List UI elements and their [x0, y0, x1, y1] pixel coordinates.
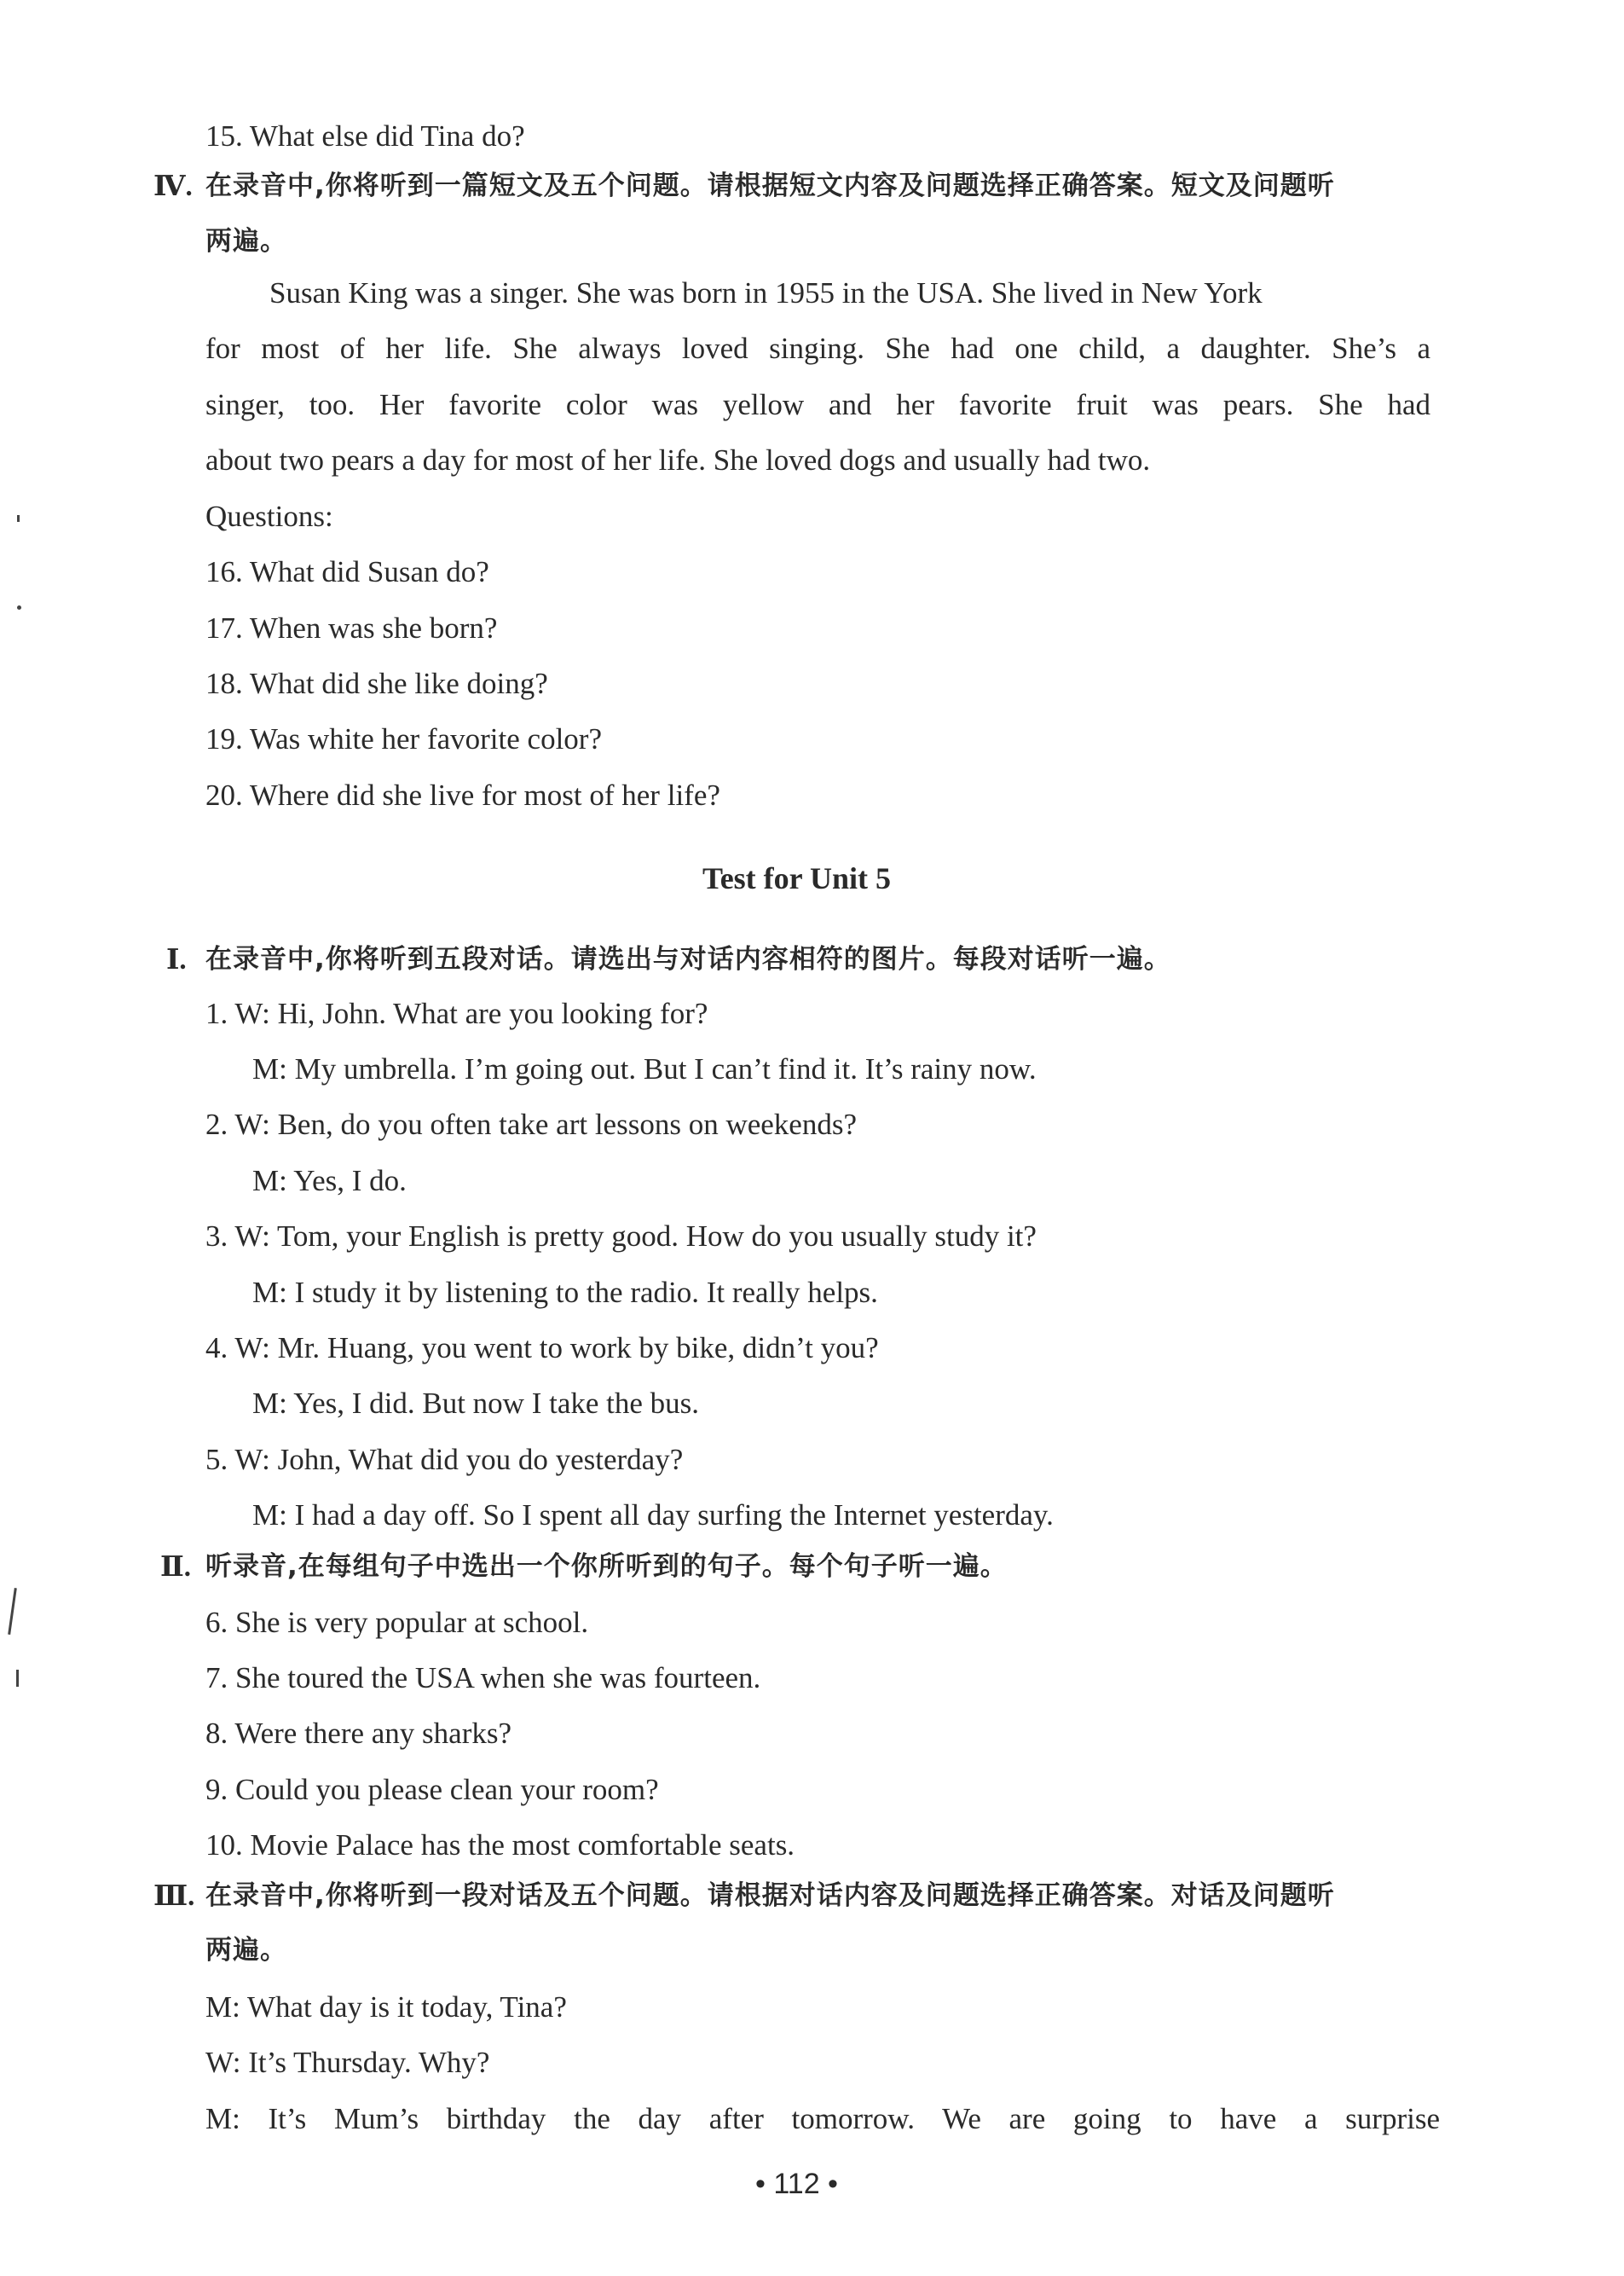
section-4-instruction-line-2: 两遍。 — [205, 226, 287, 257]
dialog-2-w: 2. W: Ben, do you often take art lessons on weekends? — [205, 1108, 857, 1141]
dialog-5-w: 5. W: John, What did you do yesterday? — [205, 1443, 684, 1476]
dialog-4-m: M: Yes, I did. But now I take the bus. — [252, 1387, 700, 1420]
question-17: 17. When was she born? — [205, 611, 498, 645]
dialog-3-m: M: I study it by listening to the radio. It really helps. — [252, 1276, 878, 1309]
question-20: 20. Where did she live for most of her life? — [205, 779, 720, 812]
question-18: 18. What did she like doing? — [205, 667, 548, 700]
dialog-line-3: M: It’s Mum’s birthday the day after tomorrow. We are going to have a surprise — [205, 2102, 1440, 2135]
sentence-6: 6. She is very popular at school. — [205, 1606, 589, 1639]
passage-line-1: Susan King was a singer. She was born in 1955 in the USA. She lived in New York — [269, 276, 1263, 310]
passage-line-3: singer, too. Her favorite color was yellow and her favorite fruit was pears. She had — [205, 388, 1430, 421]
dialog-4-w: 4. W: Mr. Huang, you went to work by bike, didn’t you? — [205, 1331, 879, 1364]
margin-mark — [16, 1670, 19, 1687]
dialog-1-w: 1. W: Hi, John. What are you looking for? — [205, 997, 708, 1030]
section-3-instruction-line-2: 两遍。 — [205, 1935, 287, 1966]
section-4-instruction-line-1: 在录音中,你将听到一篇短文及五个问题。请根据短文内容及问题选择正确答案。短文及问题听 — [205, 171, 1335, 201]
page-number: • 112 • — [755, 2168, 838, 2200]
passage-line-2: for most of her life. She always loved singing. She had one child, a daughter. She’s a — [205, 332, 1430, 365]
section-2-instruction: 听录音,在每组句子中选出一个你所听到的句子。每个句子听一遍。 — [205, 1551, 1008, 1582]
dialog-1-m: M: My umbrella. I’m going out. But I can’t find it. It’s rainy now. — [252, 1052, 1037, 1086]
section-4-numeral: Ⅳ. — [153, 171, 193, 202]
section-3-numeral: Ⅲ. — [153, 1881, 195, 1912]
section-3-instruction-line-1: 在录音中,你将听到一段对话及五个问题。请根据对话内容及问题选择正确答案。对话及问题听 — [205, 1880, 1335, 1911]
margin-mark — [8, 1588, 17, 1635]
section-1-numeral: Ⅰ. — [166, 945, 187, 976]
dialog-line-2: W: It’s Thursday. Why? — [205, 2046, 490, 2079]
sentence-7: 7. She toured the USA when she was fourteen. — [205, 1661, 761, 1694]
dialog-5-m: M: I had a day off. So I spent all day surfing the Internet yesterday. — [252, 1498, 1054, 1532]
unit-title: Test for Unit 5 — [702, 861, 891, 895]
question-16: 16. What did Susan do? — [205, 555, 489, 588]
sentence-10: 10. Movie Palace has the most comfortable seats. — [205, 1828, 795, 1862]
dialog-2-m: M: Yes, I do. — [252, 1164, 407, 1197]
margin-mark — [17, 605, 21, 610]
sentence-8: 8. Were there any sharks? — [205, 1717, 512, 1750]
questions-label: Questions: — [205, 500, 333, 533]
section-1-instruction: 在录音中,你将听到五段对话。请选出与对话内容相符的图片。每段对话听一遍。 — [205, 944, 1171, 975]
sentence-9: 9. Could you please clean your room? — [205, 1773, 659, 1806]
section-2-numeral: Ⅱ. — [160, 1552, 192, 1583]
question-19: 19. Was white her favorite color? — [205, 722, 602, 756]
dialog-line-1: M: What day is it today, Tina? — [205, 1990, 567, 2024]
dialog-3-w: 3. W: Tom, your English is pretty good. How do you usually study it? — [205, 1219, 1037, 1253]
question-15: 15. What else did Tina do? — [205, 119, 525, 153]
passage-line-4: about two pears a day for most of her life. She loved dogs and usually had two. — [205, 443, 1151, 477]
margin-mark — [17, 515, 20, 522]
